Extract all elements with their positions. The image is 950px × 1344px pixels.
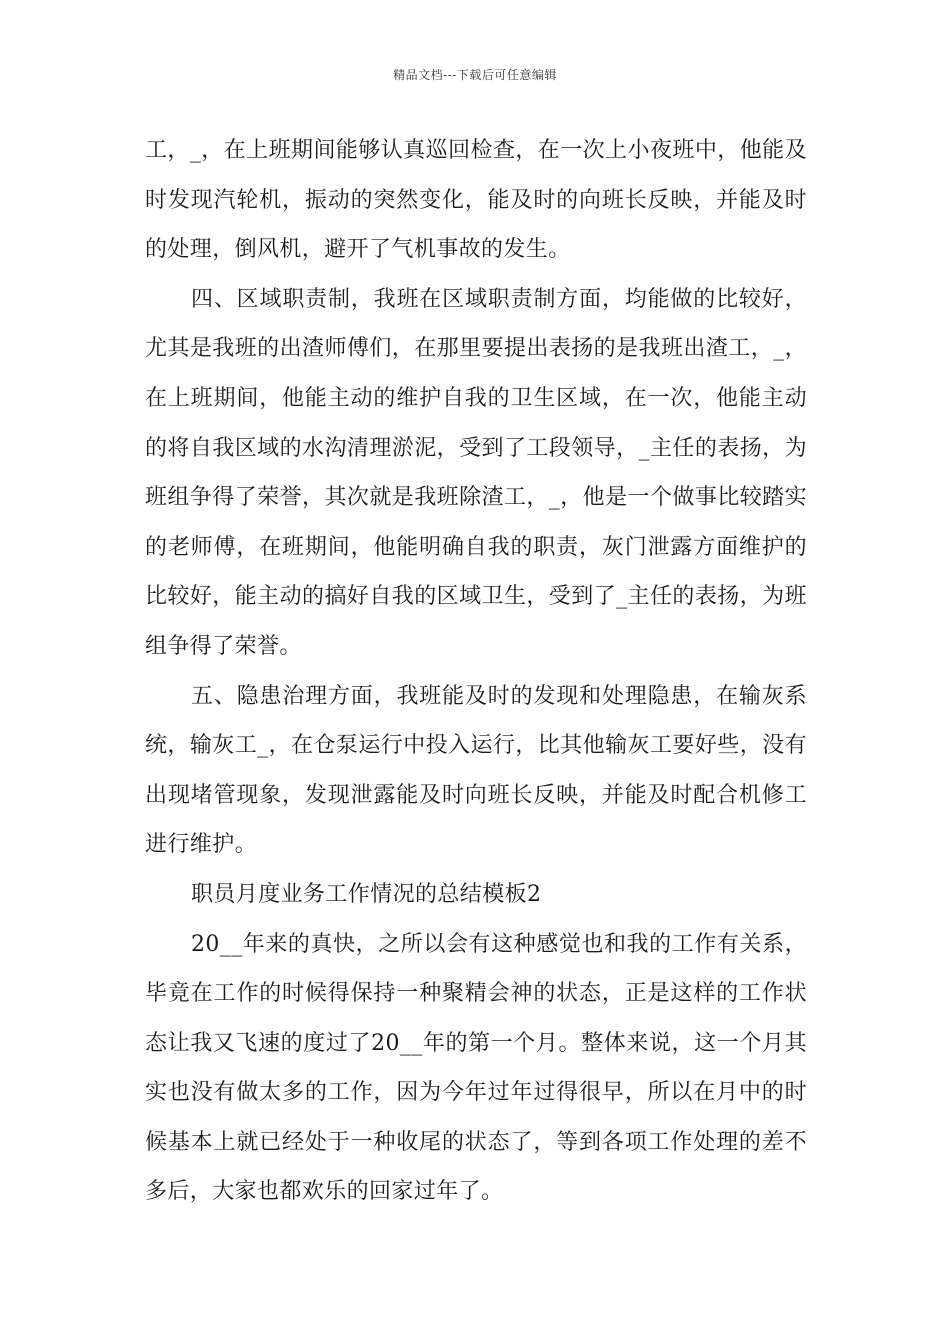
paragraph-area-responsibility: 四、区域职责制，我班在区域职责制方面，均能做的比较好，尤其是我班的出渣师傅们，在那里要提出表扬的是我班出渣工，_，在上班期间，他能主动的维护自我的卫生区域，在一次，他能主动的将自我区域的水沟清理淤泥，受到了工段领导，_主任的表扬，为班组争得了荣誉，其次就是我班除渣工，_，他是一个做事比较踏实的老师傅，在班期间，他能明确自我的职责，灰门泄露方面维护的比较好，能主动的搞好自我的区域卫生，受到了_主任的表扬，为班组争得了荣誉。 xyxy=(145,286,807,659)
page-header: 精品文档---下载后可任意编辑 xyxy=(393,68,557,82)
document-body xyxy=(145,126,807,1217)
paragraph-monthly-summary: 20__年来的真快，之所以会有这种感觉也和我的工作有关系，毕竟在工作的时候得保持一种聚精会神的状态，正是这样的工作状态让我又飞速的度过了20__年的第一个月。整体来说，这一个月其实也没有做太多的工作，因为今年过年过得很早，所以在月中的时候基本上就已经处于一种收尾的状态了，等到各项工作处理的差不多后，大家也都欢乐的回家过年了。 xyxy=(145,931,807,1205)
paragraph-shift-check: 工，_，在上班期间能够认真巡回检查，在一次上小夜班中，他能及时发现汽轮机，振动的突然变化，能及时的向班长反映，并能及时的处理，倒风机，避开了气机事故的发生。 xyxy=(145,138,807,263)
paragraph-hazard-management: 五、隐患治理方面，我班能及时的发现和处理隐患，在输灰系统，输灰工_，在仓泵运行中投入运行，比其他输灰工要好些，没有出现堵管现象，发现泄露能及时向班长反映，并能及时配合机修工进行维护。 xyxy=(145,683,807,858)
section-heading: 职员月度业务工作情况的总结模板2 xyxy=(191,881,542,907)
